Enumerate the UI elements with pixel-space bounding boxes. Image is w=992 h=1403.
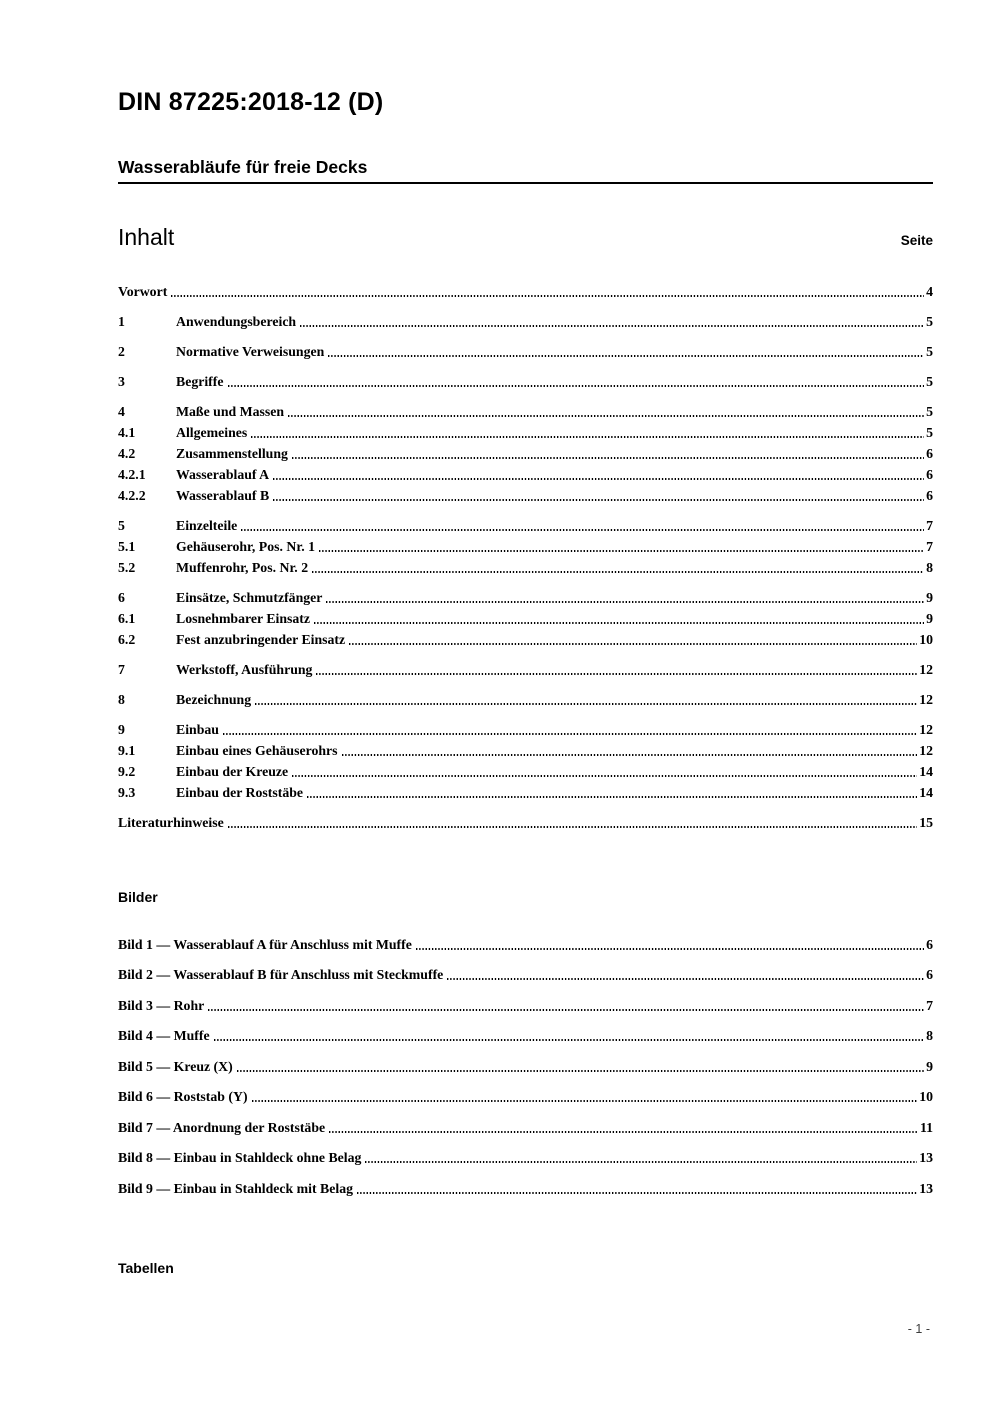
toc-entry-page: 5 (926, 314, 933, 329)
dot-leader (223, 726, 917, 738)
dot-leader (342, 747, 918, 759)
toc-entry-title: Gehäuserohr, Pos. Nr. 1 (176, 539, 316, 554)
dot-leader (357, 1185, 917, 1197)
toc-entry-title: Allgemeines (176, 425, 248, 440)
dot-leader (319, 543, 924, 555)
dot-leader (228, 819, 917, 831)
toc-entry-title: Vorwort (118, 284, 168, 299)
dot-leader (288, 408, 924, 420)
toc-entry-number: 5 (118, 518, 125, 533)
toc-entry-title: Einzelteile (176, 518, 238, 533)
toc-entry-number: 1 (118, 314, 125, 329)
toc-header-row (118, 224, 933, 250)
toc-entry-page: 5 (926, 374, 933, 389)
toc-list (118, 250, 933, 831)
document-page (118, 0, 933, 1277)
dot-leader (252, 1093, 918, 1105)
dot-leader (316, 666, 917, 678)
toc-entry (118, 445, 933, 462)
dot-leader (241, 522, 924, 534)
toc-entry (118, 538, 933, 555)
toc-entry (118, 631, 933, 648)
toc-entry-page: 5 (926, 425, 933, 440)
toc-entry-number: 6.1 (118, 611, 136, 626)
document-subtitle: Wasserabläufe für freie Decks (118, 157, 933, 184)
dot-leader (416, 941, 924, 953)
figure-entry-title: Bild 4 — Muffe (118, 1028, 210, 1043)
dot-leader (349, 636, 917, 648)
dot-leader (273, 492, 924, 504)
toc-entry-title: Einbau (176, 722, 219, 737)
toc-entry (118, 814, 933, 831)
toc-entry-page: 6 (926, 467, 933, 482)
toc-entry-title: Wasserablauf A (176, 467, 270, 482)
toc-entry-title: Werkstoff, Ausführung (176, 662, 313, 677)
footer-page-number: - 1 - (907, 1322, 930, 1336)
dot-leader (365, 1154, 917, 1166)
toc-entry-number: 8 (118, 692, 125, 707)
toc-entry-title: Fest anzubringender Einsatz (176, 632, 346, 647)
dot-leader (312, 564, 924, 576)
toc-entry (118, 742, 933, 759)
toc-entry-number: 4 (118, 404, 125, 419)
toc-entry (118, 721, 933, 738)
dot-leader (292, 768, 917, 780)
figure-entry (118, 936, 933, 953)
figure-entry-title: Bild 3 — Rohr (118, 997, 205, 1013)
document-id-title: DIN 87225:2018-12 (D) (118, 88, 384, 116)
toc-entry-page: 14 (919, 764, 933, 779)
figure-entry-page: 9 (926, 1058, 933, 1074)
figure-entry (118, 997, 933, 1014)
dot-leader (300, 318, 924, 330)
toc-entry-number: 5.1 (118, 539, 136, 554)
figure-entry-page: 6 (926, 936, 933, 952)
toc-entry (118, 559, 933, 576)
toc-entry (118, 283, 933, 300)
toc-entry-number: 6 (118, 590, 125, 605)
figure-entry-page: 6 (926, 967, 933, 982)
toc-entry-title: Anwendungsbereich (176, 314, 297, 329)
figure-entry-title: Bild 5 — Kreuz (X) (118, 1058, 233, 1074)
toc-entry-number: 4.2 (118, 446, 136, 461)
figure-entry-page: 13 (919, 1180, 933, 1196)
toc-entry-number: 6.2 (118, 632, 136, 647)
toc-entry (118, 661, 933, 678)
toc-heading: Inhalt (118, 224, 175, 250)
figure-entry-page: 11 (919, 1119, 933, 1135)
figure-entry (118, 1088, 933, 1105)
toc-entry-title: Einbau der Kreuze (176, 764, 289, 779)
toc-entry-title: Begriffe (176, 374, 224, 389)
dot-leader (314, 615, 924, 627)
toc-entry-title: Einsätze, Schmutzfänger (176, 590, 323, 605)
dot-leader (214, 1032, 925, 1044)
toc-entry (118, 487, 933, 504)
toc-entry-number: 7 (118, 662, 125, 677)
toc-entry-page: 5 (926, 344, 933, 359)
toc-entry-page: 12 (919, 662, 933, 677)
dot-leader (171, 288, 924, 300)
page-column-label: Seite (900, 233, 933, 248)
toc-entry-title: Normative Verweisungen (176, 344, 325, 359)
toc-entry-page: 6 (926, 488, 933, 503)
dot-leader (251, 429, 924, 441)
toc-entry-page: 5 (926, 404, 933, 419)
figure-entry (118, 1119, 933, 1136)
figure-entry-title: Bild 9 — Einbau in Stahldeck mit Belag (118, 1180, 353, 1196)
toc-entry (118, 373, 933, 390)
toc-entry-title: Literaturhinweise (118, 815, 224, 830)
figure-entry-title: Bild 7 — Anordnung der Roststäbe (118, 1119, 326, 1135)
toc-entry-number: 5.2 (118, 560, 136, 575)
toc-entry-page: 9 (926, 590, 933, 605)
toc-entry-number: 9.3 (118, 785, 136, 800)
figure-entry (118, 966, 933, 983)
figure-entry (118, 1027, 933, 1044)
toc-entry-title: Bezeichnung (176, 692, 252, 707)
toc-entry-number: 9.2 (118, 764, 136, 779)
toc-entry-number: 4.2.2 (118, 488, 146, 503)
toc-entry (118, 589, 933, 606)
toc-entry-page: 6 (926, 446, 933, 461)
dot-leader (328, 348, 924, 360)
figure-entry-title: Bild 2 — Wasserablauf B für Anschluss mit Steckmuffe (118, 967, 444, 982)
toc-entry-page: 8 (926, 560, 933, 575)
dot-leader (292, 450, 924, 462)
figures-list (118, 906, 933, 1197)
toc-entry-page: 7 (926, 539, 933, 554)
toc-entry-number: 2 (118, 344, 125, 359)
toc-entry-title: Zusammenstellung (176, 446, 288, 461)
figure-entry-title: Bild 1 — Wasserablauf A für Anschluss mit Muffe (118, 936, 412, 952)
figure-entry-page: 13 (919, 1150, 933, 1165)
dot-leader (447, 971, 924, 983)
toc-entry-title: Losnehmbarer Einsatz (176, 611, 311, 626)
figure-entry-page: 10 (919, 1089, 933, 1104)
toc-entry-title: Muffenrohr, Pos. Nr. 2 (176, 560, 309, 575)
dot-leader (237, 1063, 924, 1075)
figure-entry (118, 1149, 933, 1166)
toc-entry (118, 763, 933, 780)
figure-entry (118, 1180, 933, 1197)
toc-entry-page: 12 (919, 743, 933, 758)
dot-leader (228, 378, 925, 390)
toc-entry-page: 10 (919, 632, 933, 647)
dot-leader (208, 1002, 924, 1014)
toc-entry-number: 4.1 (118, 425, 136, 440)
figures-heading: Bilder (118, 889, 158, 905)
toc-entry-title: Maße und Massen (176, 404, 285, 419)
tables-heading: Tabellen (118, 1259, 174, 1276)
toc-entry-title: Wasserablauf B (176, 488, 270, 503)
toc-entry (118, 466, 933, 483)
dot-leader (329, 1124, 918, 1136)
toc-entry-title: Einbau eines Gehäuserohrs (176, 743, 338, 758)
dot-leader (273, 471, 924, 483)
dot-leader (307, 789, 917, 801)
toc-entry-page: 15 (919, 815, 933, 830)
toc-entry-number: 4.2.1 (118, 467, 146, 482)
toc-entry-page: 9 (926, 611, 933, 626)
toc-entry (118, 403, 933, 420)
figure-entry-page: 7 (926, 997, 933, 1013)
toc-entry-page: 7 (926, 518, 933, 533)
dot-leader (255, 696, 917, 708)
toc-entry (118, 691, 933, 708)
figure-entry-page: 8 (926, 1028, 933, 1043)
toc-entry (118, 610, 933, 627)
toc-entry (118, 424, 933, 441)
toc-entry-page: 14 (919, 785, 933, 800)
toc-entry-number: 9.1 (118, 743, 136, 758)
toc-entry (118, 517, 933, 534)
figure-entry (118, 1058, 933, 1075)
figure-entry-title: Bild 6 — Roststab (Y) (118, 1089, 248, 1104)
toc-entry-page: 12 (919, 722, 933, 737)
toc-entry-title: Einbau der Roststäbe (176, 785, 304, 800)
dot-leader (326, 594, 924, 606)
toc-entry-page: 4 (926, 284, 933, 299)
toc-entry (118, 313, 933, 330)
toc-entry-number: 3 (118, 374, 125, 389)
toc-entry (118, 784, 933, 801)
figure-entry-title: Bild 8 — Einbau in Stahldeck ohne Belag (118, 1150, 362, 1165)
toc-entry-number: 9 (118, 722, 125, 737)
toc-entry-page: 12 (919, 692, 933, 707)
toc-entry (118, 343, 933, 360)
